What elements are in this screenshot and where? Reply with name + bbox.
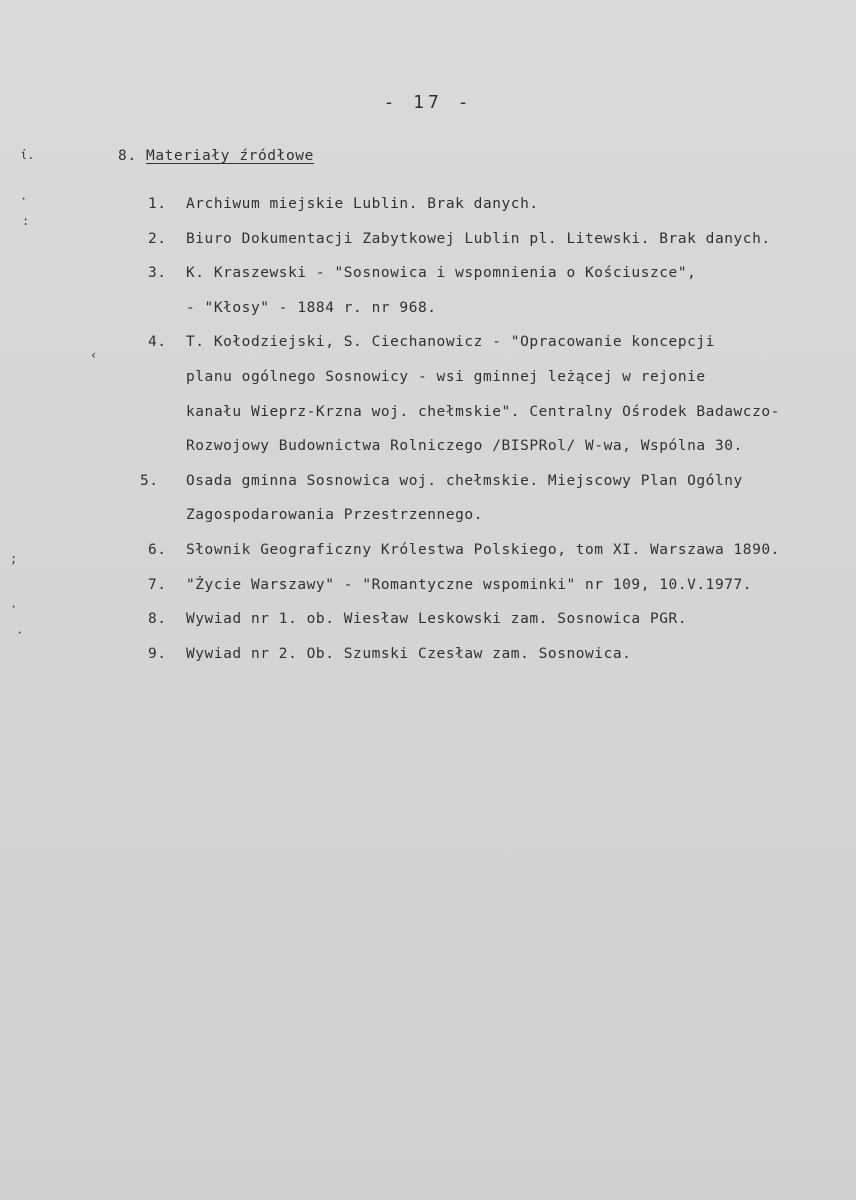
entry-number: 6. [148,541,167,558]
source-entry [0,334,856,472]
entry-line: Rozwojowy Budownictwa Rolniczego /BISPRol/ W-wa, Wspólna 30. [186,438,743,455]
entry-line: Wywiad nr 2. Ob. Szumski Czesław zam. Sosnowica. [186,645,632,662]
margin-mark: · [20,192,28,206]
entry-line: - "Kłosy" - 1884 r. nr 968. [186,299,437,316]
entry-number: 4. [148,334,167,351]
section-heading [118,148,314,164]
entry-number: 8. [148,611,167,628]
entry-line: T. Kołodziejski, S. Ciechanowicz - "Opracowanie koncepcji [186,334,715,351]
section-title: Materiały źródłowe [146,148,314,164]
entry-line: Biuro Dokumentacji Zabytkowej Lublin pl. Litewski. Brak danych. [186,230,771,247]
entry-line: Słownik Geograficzny Królestwa Polskiego, tom XI. Warszawa 1890. [186,541,780,558]
page-number: - 17 - [383,92,473,113]
margin-mark: ‹ [90,348,98,362]
entry-line: "Życie Warszawy" - "Romantyczne wspominki" nr 109, 10.V.1977. [186,576,753,593]
entry-number: 3. [148,265,167,282]
margin-mark: ; [10,552,18,566]
entry-line: planu ogólnego Sosnowicy - wsi gminnej leżącej w rejonie [186,368,706,385]
entry-number: 1. [148,196,167,212]
entry-line: K. Kraszewski - "Sosnowica i wspomnienia o Kościuszce", [186,265,697,282]
entry-number: 2. [148,230,167,247]
source-entry [0,542,856,577]
entry-line: Zagospodarowania Przestrzennego. [186,507,483,524]
entry-line: Osada gminna Sosnowica woj. chełmskie. Miejscowy Plan Ogólny [186,472,743,489]
margin-mark: : [22,214,30,228]
source-entry [0,196,856,231]
margin-mark: · [10,600,18,614]
source-entry [0,577,856,612]
entry-line: Archiwum miejskie Lublin. Brak danych. [186,196,539,212]
margin-mark: · [16,626,24,640]
source-list [0,196,856,680]
entry-number: 5. [140,472,159,489]
margin-mark: ί. [20,148,35,162]
source-entry [0,646,856,681]
entry-number: 7. [148,576,167,593]
entry-number: 9. [148,645,167,662]
section-number: 8. [118,148,137,164]
entry-line: kanału Wieprz-Krzna woj. chełmskie". Centralny Ośrodek Badawczo- [186,403,780,420]
source-entry [0,473,856,542]
entry-line: Wywiad nr 1. ob. Wiesław Leskowski zam. Sosnowica PGR. [186,611,688,628]
source-entry [0,231,856,266]
source-entry [0,265,856,334]
source-entry [0,611,856,646]
